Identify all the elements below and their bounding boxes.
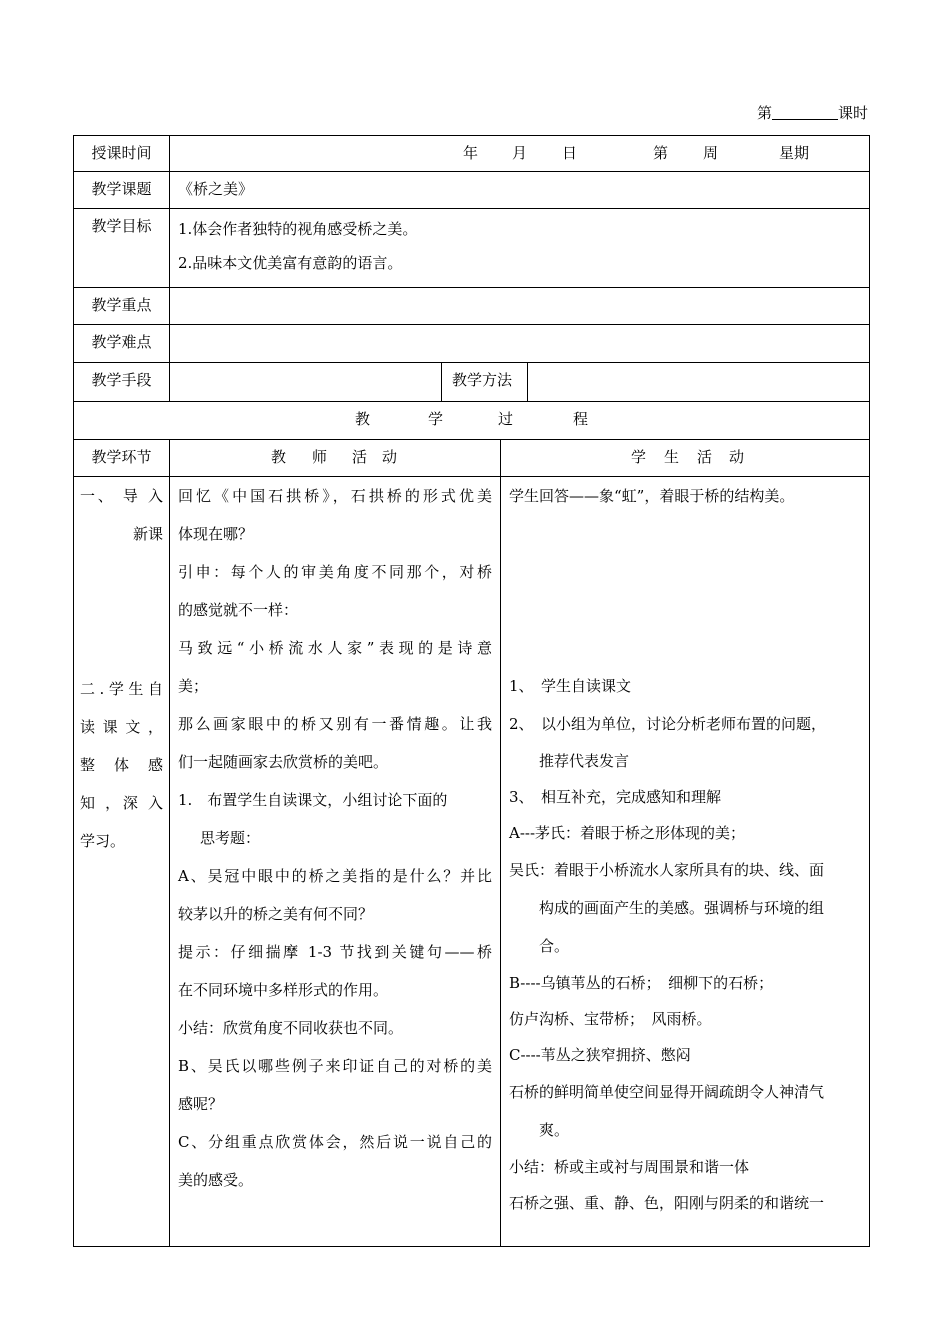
teacher-header-char: 教 (271, 448, 287, 466)
stage-2-line: 整 体 感 (80, 756, 163, 774)
student-col-header (501, 440, 870, 477)
student-line: 仿卢沟桥、宝带桥； 风雨桥。 (509, 1010, 712, 1028)
row-difficulty (74, 325, 870, 363)
row-key (74, 288, 870, 325)
teacher-line: 美； (178, 677, 209, 695)
teacher-line: C、分组重点欣赏体会，然后说一说自己的 (178, 1133, 492, 1151)
process-char: 过 (498, 410, 514, 428)
method-label: 教学方法 (442, 363, 528, 402)
week-label: 周 (703, 144, 719, 162)
row-process (74, 402, 870, 440)
student-header-char: 活 (697, 448, 713, 466)
stage-2-line: 二.学生自 (80, 680, 163, 698)
goal-item: 2.品味本文优美富有意韵的语言。 (178, 254, 403, 272)
student-header-char: 生 (664, 448, 680, 466)
teacher-col-header (170, 440, 501, 477)
teacher-line: 思考题： (200, 829, 261, 847)
teacher-line: 在不同环境中多样形式的作用。 (178, 981, 389, 999)
student-line: 学生回答——象“虹”，着眼于桥的结构美。 (509, 487, 795, 505)
student-line: 石桥之强、重、静、色，阳刚与阴柔的和谐统一 (509, 1194, 825, 1212)
teacher-line: 回忆《中国石拱桥》，石拱桥的形式优美 (178, 487, 492, 505)
day-label: 日 (562, 144, 578, 162)
year-label: 年 (463, 144, 479, 162)
topic-label: 教学课题 (74, 172, 170, 209)
teacher-line: 们一起随画家去欣赏桥的美吧。 (178, 753, 389, 771)
stage-col-header: 教学环节 (74, 440, 170, 477)
process-char: 学 (428, 410, 444, 428)
row-col-headers (74, 440, 870, 477)
weekday-label: 星期 (779, 144, 810, 162)
lesson-plan-table (73, 135, 870, 1247)
teacher-line: 那么画家眼中的桥又别有一番情趣。让我 (178, 715, 492, 733)
teacher-activity-cell (170, 477, 501, 1247)
time-label: 授课时间 (74, 136, 170, 172)
stage-1-line: 新课 (132, 525, 163, 543)
goals-label: 教学目标 (74, 209, 170, 288)
row-means (74, 363, 870, 402)
stage-1-line: 一、 导 入 (80, 487, 163, 505)
process-char: 教 (355, 410, 371, 428)
goal-item: 1.体会作者独特的视角感受桥之美。 (178, 220, 418, 238)
lesson-number (757, 102, 868, 123)
student-line: B----乌镇苇丛的石桥； 细柳下的石桥； (509, 974, 774, 992)
teacher-line: 较茅以升的桥之美有何不同？ (178, 905, 374, 923)
student-line: 吴氏：着眼于小桥流水人家所具有的块、线、面 (509, 861, 825, 879)
goals-value[interactable] (170, 209, 870, 288)
stage-2-line: 学习。 (80, 832, 126, 850)
row-content (74, 477, 870, 1247)
student-line: 1、 学生自读课文 (509, 677, 632, 695)
teacher-line: 小结：欣赏角度不同收获也不同。 (178, 1019, 404, 1037)
stage-2-line: 知 ，深 入 (80, 794, 163, 812)
teacher-line: 的感觉就不一样： (178, 601, 299, 619)
student-line: 推荐代表发言 (539, 752, 630, 770)
student-line: 构成的画面产生的美感。强调桥与环境的组 (539, 899, 825, 917)
teacher-line: 引申：每个人的审美角度不同那个，对桥 (178, 563, 492, 581)
student-line: 3、 相互补充，完成感知和理解 (509, 788, 722, 806)
stage-cell (74, 477, 170, 1247)
topic-value[interactable]: 《桥之美》 (170, 172, 870, 209)
teacher-line: 美的感受。 (178, 1171, 254, 1189)
teacher-line: 马致远“小桥流水人家”表现的是诗意 (178, 639, 492, 657)
student-header-char: 动 (729, 448, 745, 466)
process-char: 程 (573, 410, 589, 428)
stage-2-line: 读 课 文 ， (80, 718, 163, 736)
student-activity-cell (501, 477, 870, 1247)
key-value[interactable] (170, 288, 870, 325)
row-time (74, 136, 870, 172)
student-line: 石桥的鲜明简单使空间显得开阔疏朗令人神清气 (509, 1083, 825, 1101)
student-line: 2、 以小组为单位，讨论分析老师布置的问题， (509, 715, 827, 733)
student-line: 合。 (539, 937, 570, 955)
teacher-line: 感呢？ (178, 1095, 224, 1113)
row-goals (74, 209, 870, 288)
teacher-line: 1. 布置学生自读课文，小组讨论下面的 (178, 791, 448, 809)
process-header (74, 402, 870, 440)
method-value[interactable] (528, 363, 870, 402)
difficulty-value[interactable] (170, 325, 870, 363)
means-value[interactable] (170, 363, 442, 402)
means-label: 教学手段 (74, 363, 170, 402)
teacher-header-char: 活 (352, 448, 368, 466)
lesson-suffix: 课时 (837, 104, 868, 122)
student-line: A---茅氏：着眼于桥之形体现的美； (509, 824, 746, 842)
row-topic (74, 172, 870, 209)
student-line: 小结：桥或主或衬与周围景和谐一体 (509, 1158, 750, 1176)
student-line: 爽。 (539, 1121, 570, 1139)
lesson-blank[interactable] (772, 105, 838, 120)
time-value[interactable] (170, 136, 870, 172)
teacher-line: A、吴冠中眼中的桥之美指的是什么？并比 (178, 867, 492, 885)
student-header-char: 学 (631, 448, 647, 466)
month-label: 月 (512, 144, 528, 162)
student-line: C----苇丛之狭窄拥挤、憋闷 (509, 1046, 691, 1064)
key-label: 教学重点 (74, 288, 170, 325)
difficulty-label: 教学难点 (74, 325, 170, 363)
teacher-line: 提示：仔细揣摩 1-3 节找到关键句——桥 (178, 943, 492, 961)
teacher-header-char: 师 (312, 448, 328, 466)
week-prefix: 第 (653, 144, 669, 162)
teacher-header-char: 动 (382, 448, 398, 466)
teacher-line: 体现在哪？ (178, 525, 254, 543)
teacher-line: B、吴氏以哪些例子来印证自己的对桥的美 (178, 1057, 492, 1075)
lesson-prefix: 第 (756, 104, 772, 122)
